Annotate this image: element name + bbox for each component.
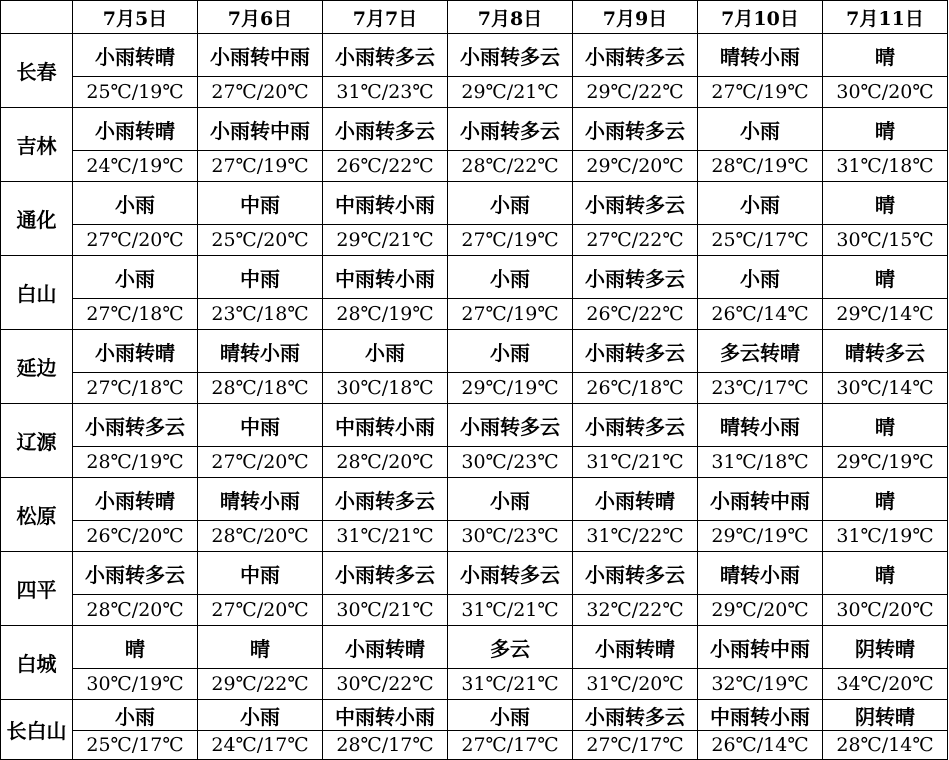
weather-condition-cell: 晴 bbox=[823, 478, 948, 521]
temperature-range-cell: 25℃/17℃ bbox=[698, 225, 823, 256]
city-temperature-row bbox=[1, 669, 948, 700]
weather-condition-cell: 小雨转晴 bbox=[323, 626, 448, 669]
city-name-cell: 白城 bbox=[1, 626, 73, 700]
weather-condition-cell: 小雨转晴 bbox=[73, 108, 198, 151]
weather-condition-cell: 小雨转多云 bbox=[573, 700, 698, 731]
temperature-range-cell: 27℃/20℃ bbox=[73, 225, 198, 256]
weather-condition-cell: 小雨 bbox=[448, 182, 573, 225]
temperature-range-cell: 28℃/19℃ bbox=[323, 299, 448, 330]
weather-condition-cell: 小雨转多云 bbox=[323, 108, 448, 151]
weather-condition-cell: 晴 bbox=[823, 34, 948, 77]
city-weather-row bbox=[1, 34, 948, 77]
date-header-cell: 7月6日 bbox=[198, 1, 323, 34]
city-weather-row bbox=[1, 108, 948, 151]
temperature-range-cell: 28℃/20℃ bbox=[323, 447, 448, 478]
weather-condition-cell: 晴 bbox=[198, 626, 323, 669]
weather-condition-cell: 小雨转中雨 bbox=[698, 626, 823, 669]
temperature-range-cell: 28℃/17℃ bbox=[323, 731, 448, 760]
weather-condition-cell: 阴转晴 bbox=[823, 626, 948, 669]
temperature-range-cell: 27℃/20℃ bbox=[198, 77, 323, 108]
temperature-range-cell: 28℃/20℃ bbox=[73, 595, 198, 626]
temperature-range-cell: 29℃/19℃ bbox=[698, 521, 823, 552]
city-name-cell: 吉林 bbox=[1, 108, 73, 182]
temperature-range-cell: 31℃/20℃ bbox=[573, 669, 698, 700]
city-weather-row bbox=[1, 552, 948, 595]
city-name-cell: 长白山 bbox=[1, 700, 73, 760]
city-weather-row bbox=[1, 182, 948, 225]
temperature-range-cell: 28℃/18℃ bbox=[198, 373, 323, 404]
temperature-range-cell: 29℃/22℃ bbox=[198, 669, 323, 700]
temperature-range-cell: 30℃/19℃ bbox=[73, 669, 198, 700]
city-temperature-row bbox=[1, 299, 948, 330]
weather-condition-cell: 小雨转中雨 bbox=[198, 34, 323, 77]
temperature-range-cell: 23℃/18℃ bbox=[198, 299, 323, 330]
temperature-range-cell: 29℃/19℃ bbox=[823, 447, 948, 478]
temperature-range-cell: 28℃/20℃ bbox=[198, 521, 323, 552]
temperature-range-cell: 29℃/14℃ bbox=[823, 299, 948, 330]
temperature-range-cell: 30℃/23℃ bbox=[448, 521, 573, 552]
temperature-range-cell: 27℃/18℃ bbox=[73, 299, 198, 330]
weather-condition-cell: 小雨 bbox=[698, 182, 823, 225]
weather-condition-cell: 晴 bbox=[823, 108, 948, 151]
weather-condition-cell: 晴转小雨 bbox=[698, 34, 823, 77]
weather-condition-cell: 小雨转多云 bbox=[573, 34, 698, 77]
temperature-range-cell: 27℃/20℃ bbox=[198, 447, 323, 478]
temperature-range-cell: 24℃/19℃ bbox=[73, 151, 198, 182]
weather-condition-cell: 多云 bbox=[448, 626, 573, 669]
weather-condition-cell: 小雨转多云 bbox=[323, 34, 448, 77]
weather-condition-cell: 晴 bbox=[823, 182, 948, 225]
temperature-range-cell: 30℃/15℃ bbox=[823, 225, 948, 256]
city-weather-row bbox=[1, 700, 948, 731]
weather-condition-cell: 中雨 bbox=[198, 552, 323, 595]
temperature-range-cell: 27℃/19℃ bbox=[698, 77, 823, 108]
temperature-range-cell: 34℃/20℃ bbox=[823, 669, 948, 700]
temperature-range-cell: 29℃/22℃ bbox=[573, 77, 698, 108]
header-corner-cell bbox=[1, 1, 73, 34]
weather-condition-cell: 小雨转多云 bbox=[323, 478, 448, 521]
weather-condition-cell: 阴转晴 bbox=[823, 700, 948, 731]
temperature-range-cell: 25℃/19℃ bbox=[73, 77, 198, 108]
city-weather-row bbox=[1, 404, 948, 447]
weather-condition-cell: 晴 bbox=[73, 626, 198, 669]
temperature-range-cell: 32℃/22℃ bbox=[573, 595, 698, 626]
temperature-range-cell: 29℃/19℃ bbox=[448, 373, 573, 404]
temperature-range-cell: 30℃/14℃ bbox=[823, 373, 948, 404]
weather-condition-cell: 小雨转晴 bbox=[573, 626, 698, 669]
temperature-range-cell: 31℃/18℃ bbox=[698, 447, 823, 478]
weather-condition-cell: 小雨转多云 bbox=[573, 330, 698, 373]
temperature-range-cell: 27℃/18℃ bbox=[73, 373, 198, 404]
temperature-range-cell: 28℃/22℃ bbox=[448, 151, 573, 182]
temperature-range-cell: 29℃/21℃ bbox=[323, 225, 448, 256]
city-temperature-row bbox=[1, 521, 948, 552]
temperature-range-cell: 23℃/17℃ bbox=[698, 373, 823, 404]
temperature-range-cell: 27℃/22℃ bbox=[573, 225, 698, 256]
weather-condition-cell: 小雨转中雨 bbox=[198, 108, 323, 151]
weather-condition-cell: 多云转晴 bbox=[698, 330, 823, 373]
temperature-range-cell: 30℃/18℃ bbox=[323, 373, 448, 404]
temperature-range-cell: 31℃/23℃ bbox=[323, 77, 448, 108]
temperature-range-cell: 27℃/17℃ bbox=[448, 731, 573, 760]
temperature-range-cell: 27℃/19℃ bbox=[448, 299, 573, 330]
weather-condition-cell: 小雨转多云 bbox=[573, 182, 698, 225]
temperature-range-cell: 30℃/20℃ bbox=[823, 595, 948, 626]
city-temperature-row bbox=[1, 731, 948, 760]
temperature-range-cell: 28℃/19℃ bbox=[73, 447, 198, 478]
weather-condition-cell: 中雨转小雨 bbox=[323, 182, 448, 225]
temperature-range-cell: 26℃/14℃ bbox=[698, 731, 823, 760]
weather-condition-cell: 小雨 bbox=[448, 478, 573, 521]
date-header-cell: 7月7日 bbox=[323, 1, 448, 34]
weather-condition-cell: 晴 bbox=[823, 256, 948, 299]
city-temperature-row bbox=[1, 151, 948, 182]
temperature-range-cell: 31℃/21℃ bbox=[323, 521, 448, 552]
temperature-range-cell: 30℃/22℃ bbox=[323, 669, 448, 700]
temperature-range-cell: 27℃/19℃ bbox=[198, 151, 323, 182]
temperature-range-cell: 27℃/20℃ bbox=[198, 595, 323, 626]
temperature-range-cell: 25℃/20℃ bbox=[198, 225, 323, 256]
city-name-cell: 通化 bbox=[1, 182, 73, 256]
city-name-cell: 辽源 bbox=[1, 404, 73, 478]
weather-condition-cell: 晴转小雨 bbox=[198, 478, 323, 521]
city-temperature-row bbox=[1, 595, 948, 626]
weather-condition-cell: 晴 bbox=[823, 552, 948, 595]
weather-condition-cell: 中雨转小雨 bbox=[323, 404, 448, 447]
weather-condition-cell: 小雨转多云 bbox=[448, 404, 573, 447]
city-name-cell: 白山 bbox=[1, 256, 73, 330]
weather-condition-cell: 小雨转多云 bbox=[448, 108, 573, 151]
city-temperature-row bbox=[1, 373, 948, 404]
temperature-range-cell: 26℃/22℃ bbox=[573, 299, 698, 330]
temperature-range-cell: 28℃/14℃ bbox=[823, 731, 948, 760]
weather-condition-cell: 小雨 bbox=[698, 256, 823, 299]
city-temperature-row bbox=[1, 447, 948, 478]
temperature-range-cell: 26℃/22℃ bbox=[323, 151, 448, 182]
city-name-cell: 长春 bbox=[1, 34, 73, 108]
temperature-range-cell: 28℃/19℃ bbox=[698, 151, 823, 182]
date-header-cell: 7月5日 bbox=[73, 1, 198, 34]
city-weather-row bbox=[1, 478, 948, 521]
weather-condition-cell: 晴 bbox=[823, 404, 948, 447]
temperature-range-cell: 31℃/18℃ bbox=[823, 151, 948, 182]
weather-condition-cell: 晴转多云 bbox=[823, 330, 948, 373]
date-header-cell: 7月10日 bbox=[698, 1, 823, 34]
weather-condition-cell: 小雨转多云 bbox=[573, 552, 698, 595]
temperature-range-cell: 25℃/17℃ bbox=[73, 731, 198, 760]
city-name-cell: 松原 bbox=[1, 478, 73, 552]
temperature-range-cell: 31℃/21℃ bbox=[448, 669, 573, 700]
weather-condition-cell: 小雨转晴 bbox=[73, 478, 198, 521]
weather-condition-cell: 小雨 bbox=[448, 700, 573, 731]
temperature-range-cell: 31℃/19℃ bbox=[823, 521, 948, 552]
city-weather-row bbox=[1, 256, 948, 299]
weather-condition-cell: 晴转小雨 bbox=[698, 552, 823, 595]
temperature-range-cell: 30℃/20℃ bbox=[823, 77, 948, 108]
temperature-range-cell: 27℃/19℃ bbox=[448, 225, 573, 256]
weather-condition-cell: 中雨 bbox=[198, 404, 323, 447]
weather-condition-cell: 小雨转多云 bbox=[448, 552, 573, 595]
city-temperature-row bbox=[1, 225, 948, 256]
weather-condition-cell: 中雨 bbox=[198, 182, 323, 225]
date-header-cell: 7月11日 bbox=[823, 1, 948, 34]
temperature-range-cell: 29℃/20℃ bbox=[698, 595, 823, 626]
weather-condition-cell: 小雨转中雨 bbox=[698, 478, 823, 521]
weather-condition-cell: 中雨转小雨 bbox=[323, 256, 448, 299]
weather-condition-cell: 中雨转小雨 bbox=[323, 700, 448, 731]
temperature-range-cell: 26℃/14℃ bbox=[698, 299, 823, 330]
weather-condition-cell: 中雨 bbox=[198, 256, 323, 299]
weather-condition-cell: 小雨 bbox=[323, 330, 448, 373]
weather-condition-cell: 中雨转小雨 bbox=[698, 700, 823, 731]
temperature-range-cell: 29℃/21℃ bbox=[448, 77, 573, 108]
weather-condition-cell: 小雨转多云 bbox=[573, 108, 698, 151]
city-temperature-row bbox=[1, 77, 948, 108]
temperature-range-cell: 31℃/21℃ bbox=[573, 447, 698, 478]
date-header-row bbox=[1, 1, 948, 34]
weather-condition-cell: 小雨转多云 bbox=[323, 552, 448, 595]
weather-condition-cell: 晴转小雨 bbox=[698, 404, 823, 447]
city-name-cell: 四平 bbox=[1, 552, 73, 626]
weather-condition-cell: 小雨转多云 bbox=[73, 552, 198, 595]
weather-condition-cell: 小雨 bbox=[448, 256, 573, 299]
temperature-range-cell: 24℃/17℃ bbox=[198, 731, 323, 760]
weather-condition-cell: 小雨 bbox=[448, 330, 573, 373]
weather-condition-cell: 小雨转多云 bbox=[73, 404, 198, 447]
weather-condition-cell: 小雨转多云 bbox=[573, 256, 698, 299]
weather-condition-cell: 小雨 bbox=[698, 108, 823, 151]
weather-condition-cell: 小雨 bbox=[73, 700, 198, 731]
temperature-range-cell: 29℃/20℃ bbox=[573, 151, 698, 182]
weather-condition-cell: 晴转小雨 bbox=[198, 330, 323, 373]
temperature-range-cell: 27℃/17℃ bbox=[573, 731, 698, 760]
temperature-range-cell: 30℃/21℃ bbox=[323, 595, 448, 626]
weather-condition-cell: 小雨转晴 bbox=[73, 34, 198, 77]
weather-condition-cell: 小雨 bbox=[73, 182, 198, 225]
city-weather-row bbox=[1, 330, 948, 373]
weather-condition-cell: 小雨转多云 bbox=[573, 404, 698, 447]
temperature-range-cell: 30℃/23℃ bbox=[448, 447, 573, 478]
temperature-range-cell: 26℃/18℃ bbox=[573, 373, 698, 404]
weather-condition-cell: 小雨转多云 bbox=[448, 34, 573, 77]
temperature-range-cell: 26℃/20℃ bbox=[73, 521, 198, 552]
city-name-cell: 延边 bbox=[1, 330, 73, 404]
weather-condition-cell: 小雨转晴 bbox=[573, 478, 698, 521]
weather-condition-cell: 小雨转晴 bbox=[73, 330, 198, 373]
temperature-range-cell: 31℃/22℃ bbox=[573, 521, 698, 552]
city-weather-row bbox=[1, 626, 948, 669]
weather-condition-cell: 小雨 bbox=[198, 700, 323, 731]
temperature-range-cell: 31℃/21℃ bbox=[448, 595, 573, 626]
temperature-range-cell: 32℃/19℃ bbox=[698, 669, 823, 700]
date-header-cell: 7月8日 bbox=[448, 1, 573, 34]
date-header-cell: 7月9日 bbox=[573, 1, 698, 34]
weather-condition-cell: 小雨 bbox=[73, 256, 198, 299]
